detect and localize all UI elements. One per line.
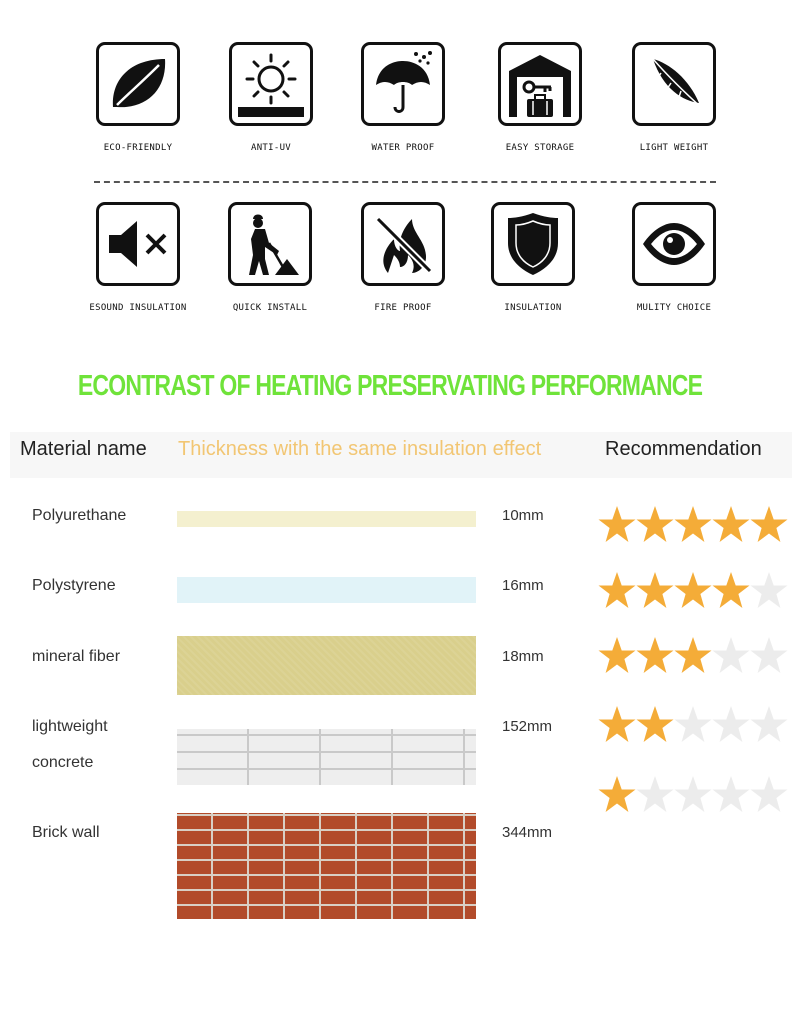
- feature-label: EASY STORAGE: [505, 143, 575, 153]
- star-empty-icon: [636, 773, 674, 817]
- thickness-swatch-lightweight-concrete: [177, 729, 476, 785]
- section-title: ECONTRAST OF HEATING PRESERVATING PERFORMANCE: [77, 368, 703, 402]
- star-filled-icon: [598, 773, 636, 817]
- feature-mulity-choice: [609, 202, 739, 313]
- thickness-swatch-polystyrene: [177, 577, 476, 603]
- header-material-name: Material name: [20, 438, 147, 460]
- star-filled-icon: [712, 569, 750, 613]
- rating-stars: [598, 569, 788, 613]
- feature-anti-uv: [206, 42, 336, 153]
- star-filled-icon: [674, 634, 712, 678]
- feature-eco-friendly: [73, 42, 203, 153]
- feature-label: INSULATION: [504, 303, 562, 313]
- star-empty-icon: [712, 773, 750, 817]
- star-filled-icon: [598, 634, 636, 678]
- dashed-divider: [94, 181, 716, 183]
- rating-stars: [598, 634, 788, 678]
- rating-stars: [598, 773, 788, 817]
- star-filled-icon: [636, 569, 674, 613]
- star-empty-icon: [674, 773, 712, 817]
- thickness-swatch-polyurethane: [177, 511, 476, 527]
- storage-house-icon: [498, 42, 582, 126]
- star-empty-icon: [750, 569, 788, 613]
- star-filled-icon: [636, 503, 674, 547]
- fire-crossed-icon: [361, 202, 445, 286]
- feature-water-proof: [338, 42, 468, 153]
- star-filled-icon: [636, 703, 674, 747]
- star-empty-icon: [750, 634, 788, 678]
- star-filled-icon: [674, 503, 712, 547]
- feature-easy-storage: [475, 42, 605, 153]
- star-filled-icon: [750, 503, 788, 547]
- sun-icon: [229, 42, 313, 126]
- feature-label: LIGHT WEIGHT: [639, 143, 709, 153]
- worker-icon: [228, 202, 312, 286]
- star-filled-icon: [674, 569, 712, 613]
- feather-icon: [632, 42, 716, 126]
- rating-stars: [598, 503, 788, 547]
- material-name: mineral fiber: [32, 648, 121, 665]
- thickness-value: 16mm: [502, 577, 544, 594]
- header-thickness: Thickness with the same insulation effect: [178, 438, 542, 460]
- feature-light-weight: [609, 42, 739, 153]
- feature-label: ESOUND INSULATION: [89, 303, 187, 313]
- material-name: Polyurethane: [32, 507, 127, 524]
- star-empty-icon: [712, 703, 750, 747]
- speaker-mute-icon: [96, 202, 180, 286]
- thickness-value: 18mm: [502, 648, 544, 665]
- feature-label: ECO-FRIENDLY: [103, 143, 173, 153]
- rating-stars: [598, 703, 788, 747]
- feature-label: MULITY CHOICE: [636, 303, 712, 313]
- thickness-value: 152mm: [502, 718, 553, 735]
- star-empty-icon: [750, 703, 788, 747]
- shield-icon: [491, 202, 575, 286]
- thickness-value: 344mm: [502, 824, 553, 841]
- feature-fire-proof: [338, 202, 468, 313]
- umbrella-rain-icon: [361, 42, 445, 126]
- star-empty-icon: [674, 703, 712, 747]
- feature-label: FIRE PROOF: [374, 303, 432, 313]
- star-filled-icon: [598, 503, 636, 547]
- star-filled-icon: [598, 569, 636, 613]
- feature-quick-install: [205, 202, 335, 313]
- material-name: Polystyrene: [32, 577, 116, 594]
- thickness-swatch-mineral-fiber: [177, 636, 476, 695]
- feature-sound-insulation: [73, 202, 203, 313]
- feature-label: ANTI-UV: [250, 143, 292, 153]
- feature-label: QUICK INSTALL: [232, 303, 308, 313]
- material-name-line1: lightweight: [32, 718, 108, 735]
- thickness-swatch-brick-wall: [177, 813, 476, 919]
- header-recommendation: Recommendation: [605, 438, 762, 460]
- thickness-value: 10mm: [502, 507, 544, 524]
- feature-insulation: [468, 202, 598, 313]
- star-filled-icon: [712, 503, 750, 547]
- star-filled-icon: [598, 703, 636, 747]
- eye-icon: [632, 202, 716, 286]
- feature-label: WATER PROOF: [371, 143, 435, 153]
- star-empty-icon: [750, 773, 788, 817]
- material-name-line2: concrete: [32, 754, 94, 771]
- star-empty-icon: [712, 634, 750, 678]
- star-filled-icon: [636, 634, 674, 678]
- material-name: Brick wall: [32, 824, 100, 841]
- leaf-icon: [96, 42, 180, 126]
